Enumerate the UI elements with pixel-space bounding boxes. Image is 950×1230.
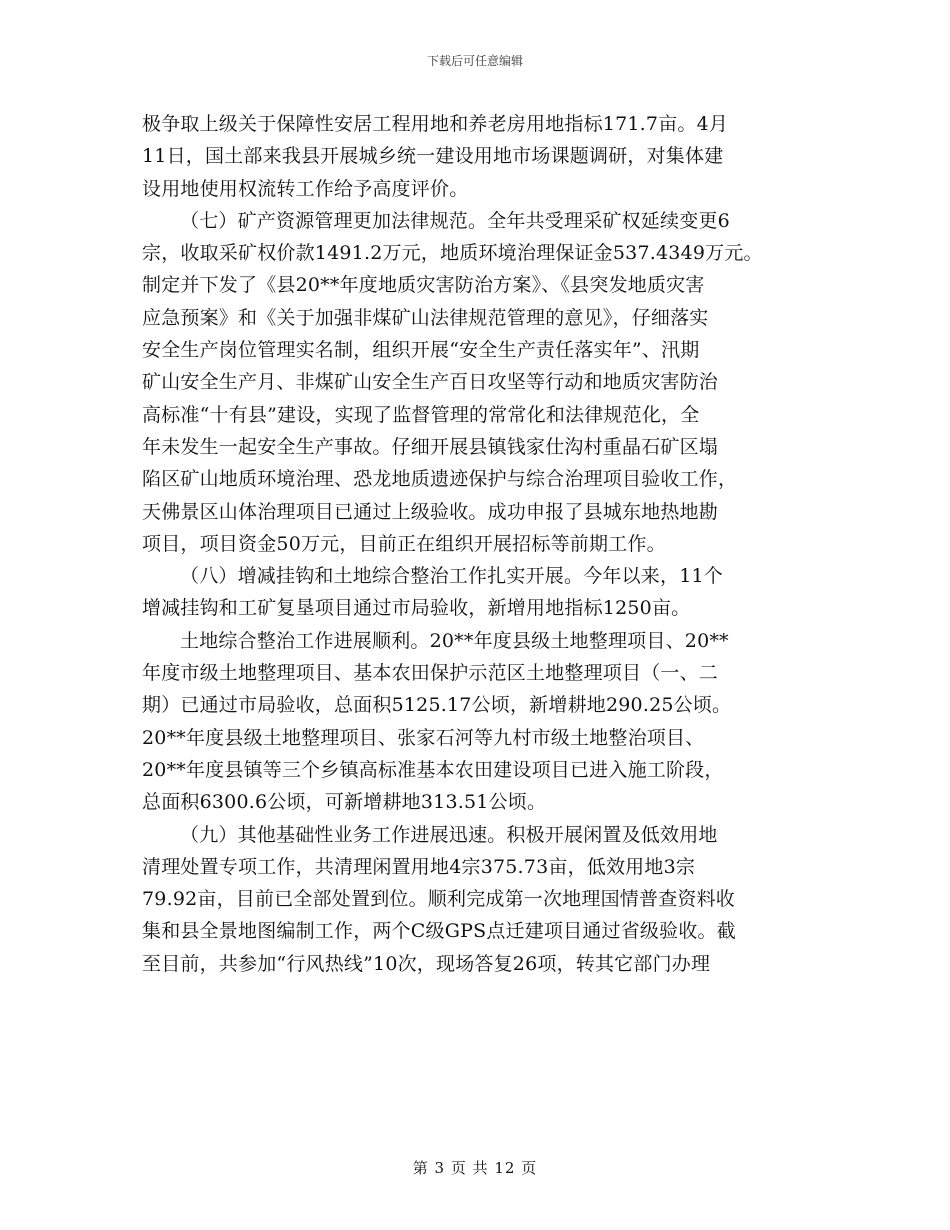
text-line: 11日，国土部来我县开展城乡统一建设用地市场课题调研，对集体建: [142, 145, 724, 168]
body-text: [142, 108, 812, 980]
text-line: 年度市级土地整理项目、基本农田保护示范区土地整理项目（一、二: [142, 662, 719, 685]
text-line: 安全生产岗位管理实名制，组织开展“安全生产责任落实年”、汛期: [142, 339, 700, 362]
text-line: 陷区矿山地质环境治理、恐龙地质遗迹保护与综合治理项目验收工作，: [142, 468, 738, 491]
text-line: （七）矿产资源管理更加法律规范。全年共受理采矿权延续变更6: [180, 209, 730, 232]
text-line: 极争取上级关于保障性安居工程用地和养老房用地指标171.7亩。4月: [142, 113, 729, 135]
text-line: 应急预案》和《关于加强非煤矿山法律规范管理的意见》，仔细落实: [142, 306, 709, 329]
text-line: 项目，项目资金50万元，目前正在组织开展招标等前期工作。: [142, 532, 666, 555]
text-line: （八）增减挂钩和土地综合整治工作扎实开展。今年以来，11个: [180, 565, 723, 588]
text-line: 清理处置专项工作，共清理闲置用地4宗375.73亩，低效用地3宗: [142, 855, 696, 878]
text-line: 制定并下发了《县20**年度地质灾害防治方案》、《县突发地质灾害: [142, 274, 705, 297]
page-footer-number: 第 3 页 共 12 页: [412, 1159, 538, 1177]
text-line: 设用地使用权流转工作给予高度评价。: [142, 177, 469, 200]
text-line: 集和县全景地图编制工作，两个C级GPS点迁建项目通过省级验收。截: [142, 920, 736, 943]
text-line: 高标准“十有县”建设，实现了监督管理的常常化和法律规范化，全: [142, 403, 700, 426]
text-line: 79.92亩，目前已全部处置到位。顺利完成第一次地理国情普查资料收: [142, 888, 735, 911]
text-line: 增减挂钩和工矿复垦项目通过市局验收，新增用地指标1250亩。: [142, 597, 691, 620]
text-line: 土地综合整治工作进展顺利。20**年度县级土地整理项目、20**: [180, 629, 729, 652]
text-line: 天佛景区山体治理项目已通过上级验收。成功申报了县城东地热地勘: [142, 500, 719, 523]
text-line: 年未发生一起安全生产事故。仔细开展县镇钱家仕沟村重晶石矿区塌: [142, 435, 719, 458]
text-line: 20**年度县级土地整理项目、张家石河等九村市级土地整治项目、: [142, 726, 705, 749]
text-line: 期）已通过市局验收，总面积5125.17公顷，新增耕地290.25公顷。: [142, 694, 732, 717]
text-line: （九）其他基础性业务工作进展迅速。积极开展闲置及低效用地: [180, 823, 718, 846]
text-line: 宗，收取采矿权价款1491.2万元，地质环境治理保证金537.4349万元。: [142, 242, 763, 265]
text-line: 至目前，共参加“行风热线”10次，现场答复26项，转其它部门办理: [142, 952, 711, 975]
text-line: 总面积6300.6公顷，可新增耕地313.51公顷。: [142, 791, 547, 814]
text-line: 矿山安全生产月、非煤矿山安全生产百日攻坚等行动和地质灾害防治: [142, 371, 719, 394]
page-header-note: 下载后可任意编辑: [426, 54, 523, 68]
text-line: 20**年度县镇等三个乡镇高标准基本农田建设项目已进入施工阶段，: [142, 758, 724, 781]
